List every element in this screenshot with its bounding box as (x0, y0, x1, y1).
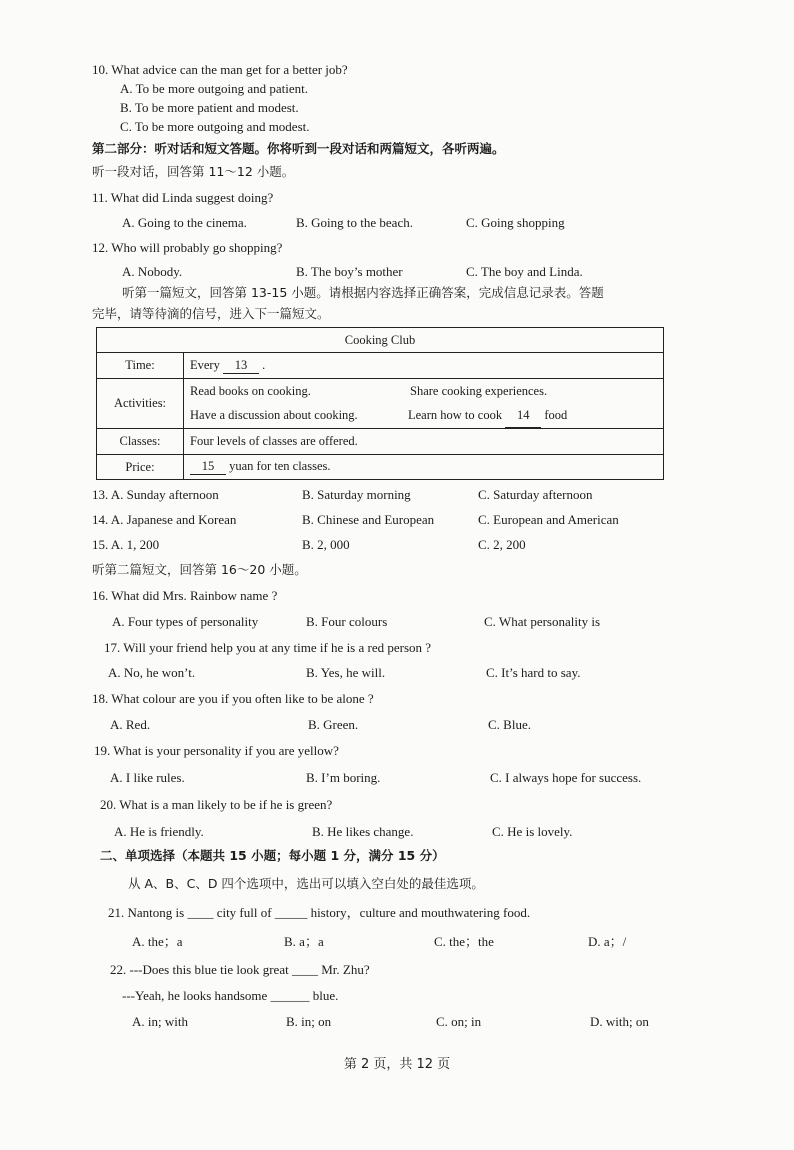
q22-stem-line2: ---Yeah, he looks handsome ______ blue. (122, 988, 339, 1003)
page-footer: 第 2 页，共 12 页 (343, 1057, 451, 1072)
q17-option-b: B. Yes, he will. (306, 665, 386, 680)
activities-label: Activities: (97, 379, 184, 429)
activity-learn-cook (408, 403, 567, 428)
q13-option-a: 13. A. Sunday afternoon (92, 487, 219, 502)
q19-option-c: C. I always hope for success. (490, 770, 642, 785)
q18-option-a: A. Red. (110, 717, 151, 732)
q17-stem: 17. Will your friend help you at any time if he is a red person ? (104, 640, 432, 655)
q11-option-c: C. Going shopping (466, 215, 565, 230)
q14-option-b: B. Chinese and European (302, 512, 435, 527)
section2-heading: 二、单项选择（本题共 15 小题；每小题 1 分，满分 15 分） (100, 848, 445, 863)
q22-option-b: B. in; on (286, 1014, 332, 1029)
q21-stem: 21. Nantong is ____ city full of _____ history，culture and mouthwatering food. (108, 905, 531, 920)
q18-option-b: B. Green. (308, 717, 359, 732)
part2-heading: 第二部分：听对话和短文答题。你将听到一段对话和两篇短文，各听两遍。 (92, 141, 505, 156)
time-label: Time: (97, 353, 184, 379)
q14-option-c: C. European and American (478, 512, 619, 527)
passage1-intro-line1: 听第一篇短文，回答第 13-15 小题。请根据内容选择正确答案，完成信息记录表。答题 (122, 285, 604, 300)
blank-13: 13 (223, 358, 259, 374)
q20-option-b: B. He likes change. (312, 824, 414, 839)
q15-option-b: B. 2, 000 (302, 537, 350, 552)
q20-option-c: C. He is lovely. (492, 824, 573, 839)
q14-option-a: 14. A. Japanese and Korean (92, 512, 237, 527)
q21-option-a: A. the；a (132, 934, 183, 949)
q11-stem: 11. What did Linda suggest doing? (92, 190, 274, 205)
time-suffix: . (262, 357, 266, 372)
q13-option-b: B. Saturday morning (302, 487, 411, 502)
passage2-intro: 听第二篇短文，回答第 16～20 小题。 (92, 562, 307, 577)
dialogue-intro: 听一段对话，回答第 11～12 小题。 (92, 164, 295, 179)
price-label: Price: (97, 455, 184, 480)
q11-option-a: A. Going to the cinema. (122, 215, 247, 230)
q18-option-c: C. Blue. (488, 717, 531, 732)
q12-stem: 12. Who will probably go shopping? (92, 240, 283, 255)
classes-value: Four levels of classes are offered. (184, 429, 664, 455)
activity-discussion: Have a discussion about cooking. (190, 408, 358, 422)
q12-option-b: B. The boy’s mother (296, 264, 403, 279)
section2-instructions: 从 A、B、C、D 四个选项中，选出可以填入空白处的最佳选项。 (128, 876, 484, 891)
q22-option-d: D. with; on (590, 1014, 649, 1029)
time-value (184, 353, 664, 379)
q19-option-b: B. I’m boring. (306, 770, 381, 785)
q16-option-c: C. What personality is (484, 614, 601, 629)
blank-15: 15 (190, 459, 226, 475)
learn-cook-prefix: Learn how to cook (408, 408, 503, 422)
q10-option-b: B. To be more patient and modest. (120, 100, 299, 115)
cooking-club-table (96, 327, 664, 480)
q11-option-b: B. Going to the beach. (296, 215, 413, 230)
price-suffix: yuan for ten classes. (229, 459, 331, 473)
q20-option-a: A. He is friendly. (114, 824, 204, 839)
q22-option-c: C. on; in (436, 1014, 482, 1029)
q16-option-b: B. Four colours (306, 614, 388, 629)
q15-option-c: C. 2, 200 (478, 537, 526, 552)
q22-option-a: A. in; with (132, 1014, 188, 1029)
q16-option-a: A. Four types of personality (112, 614, 259, 629)
q21-option-b: B. a；a (284, 934, 324, 949)
passage1-intro-line2: 完毕，请等待滴的信号，进入下一篇短文。 (92, 306, 330, 321)
q20-stem: 20. What is a man likely to be if he is green? (100, 797, 333, 812)
q17-option-c: C. It’s hard to say. (486, 665, 581, 680)
q10-option-c: C. To be more outgoing and modest. (120, 119, 310, 134)
q12-option-a: A. Nobody. (122, 264, 183, 279)
q17-option-a: A. No, he won’t. (108, 665, 196, 680)
price-value (184, 455, 664, 480)
learn-cook-suffix: food (544, 408, 568, 422)
time-prefix: Every (190, 357, 220, 372)
q10-stem: 10. What advice can the man get for a better job? (92, 62, 348, 77)
activities-value (184, 379, 664, 429)
q19-option-a: A. I like rules. (110, 770, 185, 785)
activity-read-books: Read books on cooking. (190, 384, 311, 398)
q12-option-c: C. The boy and Linda. (466, 264, 583, 279)
blank-14: 14 (505, 403, 541, 428)
classes-label: Classes: (97, 429, 184, 455)
q22-stem-line1: 22. ---Does this blue tie look great ____ Mr. Zhu? (110, 962, 370, 977)
q18-stem: 18. What colour are you if you often like to be alone ? (92, 691, 374, 706)
q15-option-a: 15. A. 1, 200 (92, 537, 160, 552)
q13-option-c: C. Saturday afternoon (478, 487, 593, 502)
table-title: Cooking Club (97, 328, 664, 353)
q21-option-c: C. the；the (434, 934, 494, 949)
q19-stem: 19. What is your personality if you are yellow? (94, 743, 339, 758)
activity-share-experiences: Share cooking experiences. (410, 384, 548, 398)
q21-option-d: D. a；/ (588, 934, 627, 949)
q16-stem: 16. What did Mrs. Rainbow name ? (92, 588, 278, 603)
q10-option-a: A. To be more outgoing and patient. (120, 81, 309, 96)
